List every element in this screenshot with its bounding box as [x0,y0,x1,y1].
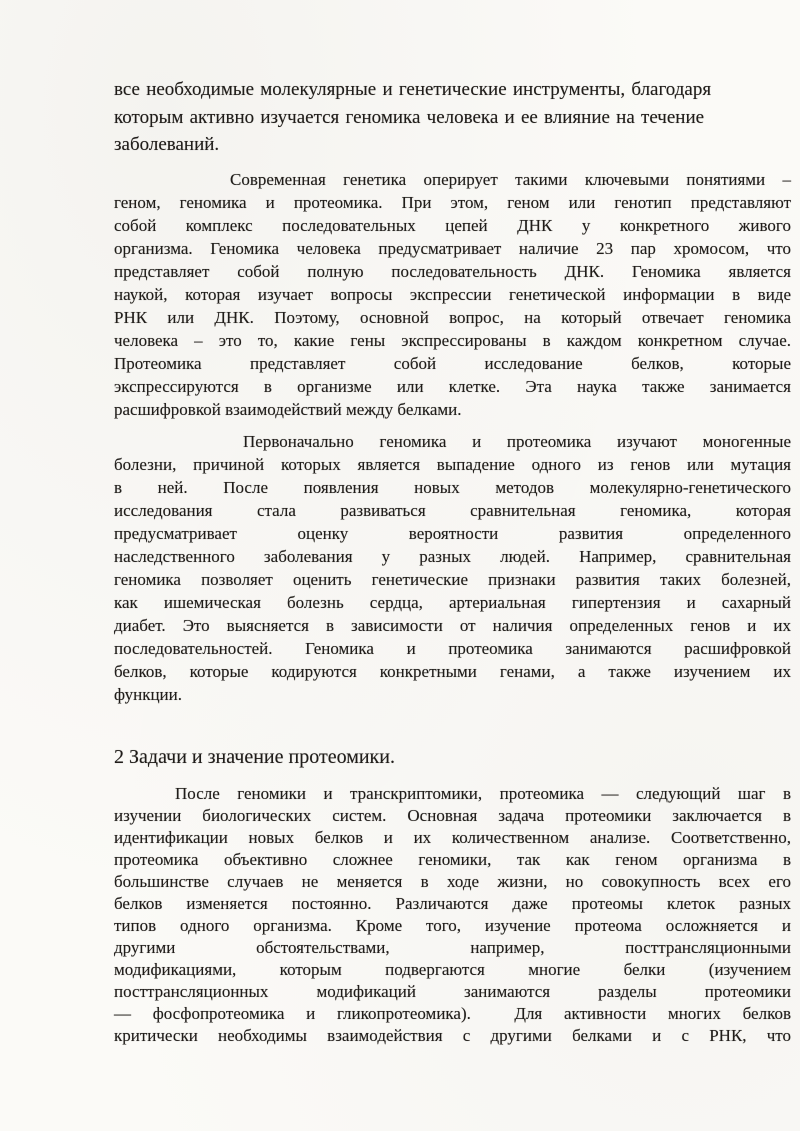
text-line: геномика позволяет оценить генетические признаки развития таких болезней, [114,569,791,589]
text-line: белков изменяется постоянно. Различаются даже протеомы клеток разных [114,893,791,913]
text-line: модификациями, которым подвергаются многие белки (изучением [114,959,791,979]
text-line: как ишемическая болезнь сердца, артериальная гипертензия и сахарный [114,592,791,612]
paragraph-intro-continuation [114,76,791,159]
text-line: в ней. После появления новых методов молекулярно-генетического [114,477,791,497]
paragraph-monogenic-diseases [114,430,791,706]
text-line: человека – это то, какие гены экспрессированы в каждом конкретном случае. [114,330,791,350]
text-line: расшифровкой взаимодействий между белками. [114,399,462,419]
text-line: наследственного заболевания у разных людей. Например, сравнительная [114,546,791,566]
text-line: которым активно изучается геномика человека и ее влияние на течение [114,106,705,128]
paragraph-modern-genetics [114,168,791,421]
text-line: большинстве случаев не меняется в ходе жизни, но совокупность всех его [114,871,791,891]
text-line: экспрессируются в организме или клетке. Эта наука также занимается [114,376,791,396]
text-line: критически необходимы взаимодействия с другими белками и с РНК, что [114,1025,791,1045]
section-heading: 2 Задачи и значение протеомики. [114,745,395,768]
text-line: предусматривает оценку вероятности развития определенного [114,523,791,543]
text-line: геном, геномика и протеомика. При этом, геном или генотип представляют [114,192,791,212]
text-line: диабет. Это выясняется в зависимости от наличия определенных генов и их [114,615,791,635]
text-line: все необходимые молекулярные и генетические инструменты, благодаря [114,79,712,100]
text-line: белков, которые кодируются конкретными генами, а также изучением их [114,661,791,681]
text-line: заболеваний. [114,134,220,155]
text-line: представляет собой полную последовательность ДНК. Геномика является [114,261,791,281]
text-line: организма. Геномика человека предусматривает наличие 23 пар хромосом, что [114,238,791,258]
paragraph-proteomics-tasks [114,783,791,1047]
text-line: посттрансляционных модификаций занимаются разделы протеомики [114,981,791,1001]
text-line: типов одного организма. Кроме того, изучение протеома осложняется и [114,915,791,935]
text-line: протеомика объективно сложнее геномики, так как геном организма в [114,849,791,869]
text-line: функции. [114,684,182,704]
text-line: Протеомика представляет собой исследование белков, которые [114,353,791,373]
text-line: идентификации новых белков и их количественном анализе. Соответственно, [114,827,791,847]
text-line: — фосфопротеомика и гликопротеомика). Для активности многих белков [114,1003,791,1023]
text-line: последовательностей. Геномика и протеомика занимаются расшифровкой [114,638,791,658]
text-line: Современная генетика оперирует такими ключевыми понятиями – [230,169,791,189]
text-line: собой комплекс последовательных цепей ДНК у конкретного живого [114,215,791,235]
text-line: болезни, причиной которых является выпадение одного из генов или мутация [114,454,791,474]
text-line: исследования стала развиваться сравнительная геномика, которая [114,500,791,520]
text-line: После геномики и транскриптомики, протеомика — следующий шаг в [175,783,791,803]
text-line: наукой, которая изучает вопросы экспрессии генетической информации в виде [114,284,791,304]
text-line: другими обстоятельствами, например, посттрансляционными [114,937,791,957]
text-line: изучении биологических систем. Основная задача протеомики заключается в [114,805,791,825]
text-line: РНК или ДНК. Поэтому, основной вопрос, на который отвечает геномика [114,307,791,327]
text-line: Первоначально геномика и протеомика изучают моногенные [243,431,791,451]
